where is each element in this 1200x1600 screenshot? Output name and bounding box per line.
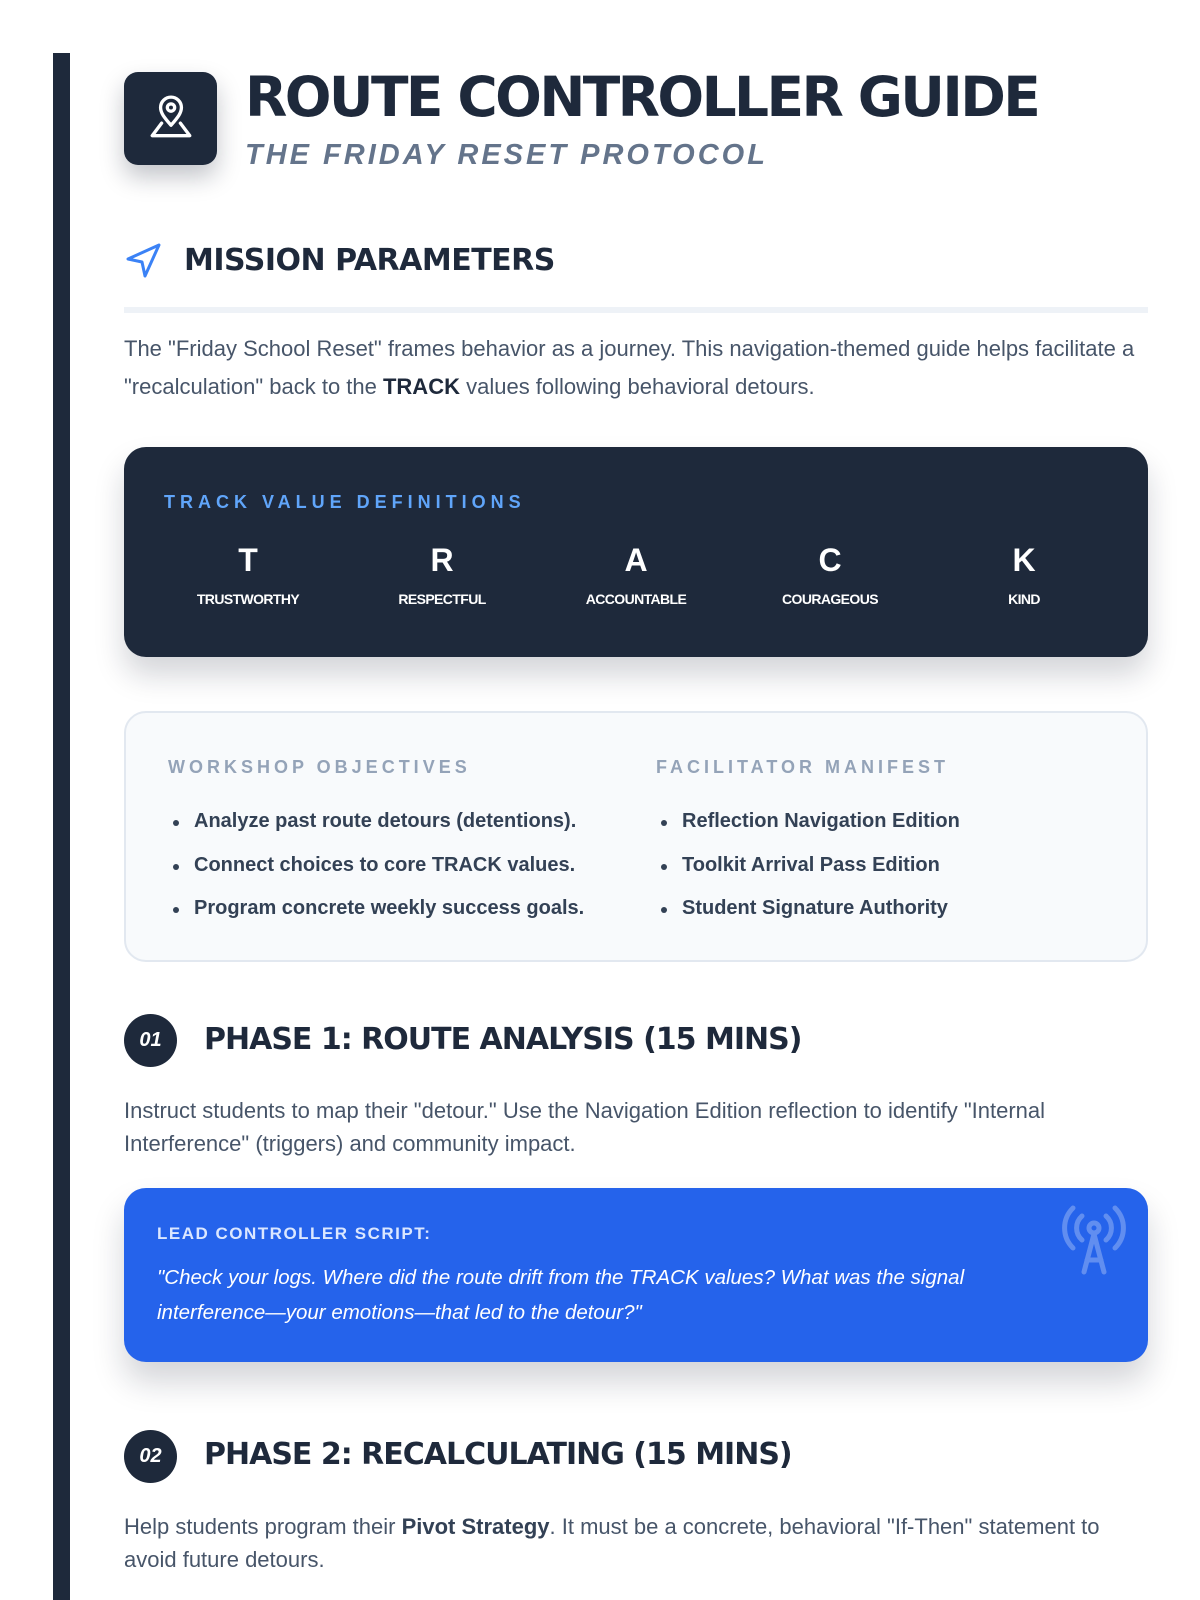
list-item: Toolkit Arrival Pass Edition <box>656 844 1096 888</box>
intro-text-start: The "Friday School Reset" frames behavior as a journey. This navigation-themed guide helps facilitate a "recalculation" back to the <box>124 336 1135 399</box>
track-card-label: TRACK VALUE DEFINITIONS <box>164 492 526 512</box>
objectives-title: WORKSHOP OBJECTIVES <box>168 757 471 777</box>
mission-intro <box>124 330 1144 406</box>
page-subtitle: THE FRIDAY RESET PROTOCOL <box>245 139 768 171</box>
track-value-t <box>168 542 328 607</box>
mission-section-header <box>124 237 1148 313</box>
script-label: LEAD CONTROLLER SCRIPT: <box>157 1224 432 1243</box>
track-letter: C <box>818 542 842 578</box>
list-item: Reflection Navigation Edition <box>656 800 1096 844</box>
track-letter: R <box>430 542 454 578</box>
list-item: Connect choices to core TRACK values. <box>168 844 608 888</box>
phase-1-badge: 01 <box>124 1014 177 1067</box>
objectives-list <box>168 800 608 931</box>
map-pin-icon <box>146 94 196 144</box>
broadcast-tower-icon <box>1054 1200 1134 1280</box>
phase-1-description: Instruct students to map their "detour." Use the Navigation Edition reflection to identify "Internal Interference" (triggers) and community impact. <box>124 1098 1046 1156</box>
phase-2-badge: 02 <box>124 1430 177 1483</box>
lead-controller-script-card <box>124 1188 1148 1362</box>
track-value-c <box>750 542 910 607</box>
phase-1-title: PHASE 1: ROUTE ANALYSIS (15 MINS) <box>204 1022 802 1057</box>
facilitator-manifest <box>656 757 1096 931</box>
manifest-list <box>656 800 1096 931</box>
track-value-a <box>556 542 716 607</box>
workshop-objectives <box>168 757 608 931</box>
list-item: Analyze past route detours (detentions). <box>168 800 608 844</box>
track-value-k <box>944 542 1104 607</box>
track-letter: T <box>238 542 258 578</box>
track-letter: K <box>1012 542 1036 578</box>
page-title: ROUTE CONTROLLER GUIDE <box>245 65 1039 129</box>
track-word: RESPECTFUL <box>398 591 486 607</box>
manifest-title: FACILITATOR MANIFEST <box>656 757 949 777</box>
track-word: KIND <box>1008 591 1040 607</box>
track-value-r <box>362 542 522 607</box>
left-accent-rail <box>53 53 70 1600</box>
mission-title: MISSION PARAMETERS <box>184 243 555 278</box>
phase-2-title: PHASE 2: RECALCULATING (15 MINS) <box>204 1437 792 1472</box>
script-quote: "Check your logs. Where did the route drift from the TRACK values? What was the signal interference—your emotions—that led to the detour?" <box>157 1266 965 1324</box>
track-word: TRUSTWORTHY <box>196 591 300 607</box>
track-definitions-card <box>124 447 1148 657</box>
phase-2-description <box>124 1510 1144 1576</box>
pivot-strategy-bold: Pivot Strategy <box>401 1514 550 1539</box>
navigation-arrow-icon <box>124 241 164 281</box>
intro-track-bold: TRACK <box>382 374 460 399</box>
intro-text-end: values following behavioral detours. <box>459 374 815 399</box>
phase-2-text-start: Help students program their <box>124 1514 402 1539</box>
page-header <box>124 65 1148 172</box>
objectives-card <box>124 711 1148 962</box>
track-letter: A <box>624 542 648 578</box>
list-item: Program concrete weekly success goals. <box>168 887 608 931</box>
track-word: ACCOUNTABLE <box>585 591 687 607</box>
phase-2-text-end: . It must be a concrete, behavioral "If-Then" statement to avoid future detours. <box>124 1514 1100 1572</box>
track-word: COURAGEOUS <box>782 591 878 607</box>
list-item: Student Signature Authority <box>656 887 1096 931</box>
logo-badge <box>124 72 217 165</box>
